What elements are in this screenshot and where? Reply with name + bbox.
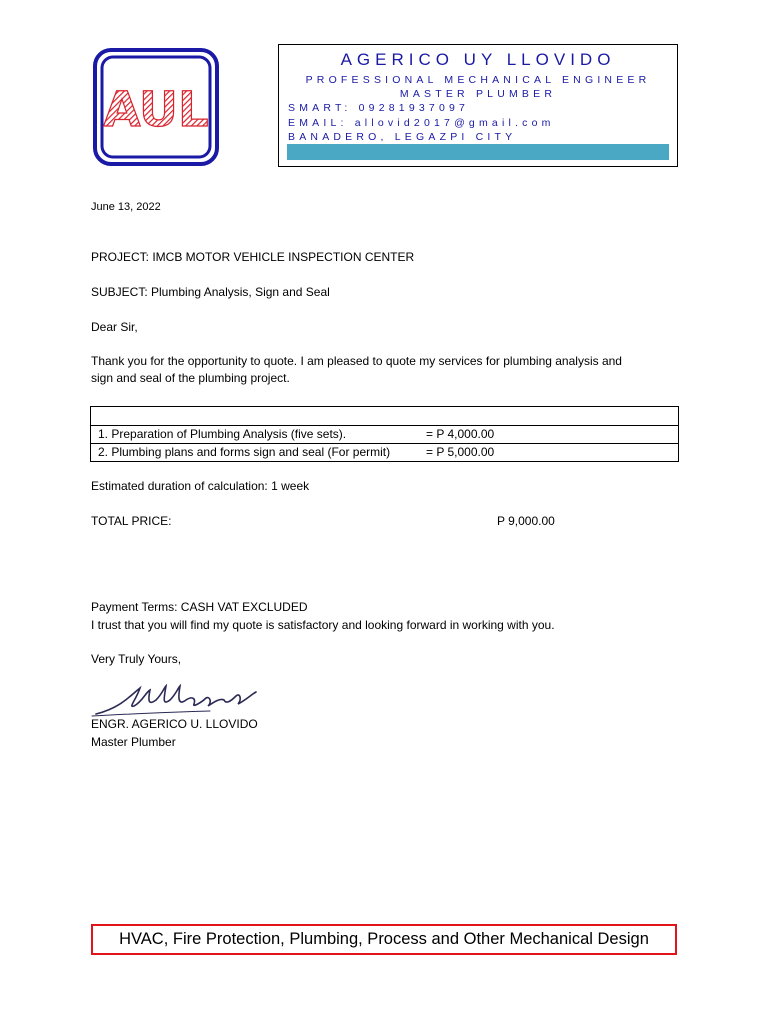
signatory-title: Master Plumber (91, 735, 176, 749)
letterhead-accent-bar (287, 144, 669, 160)
handwritten-signature (90, 678, 260, 720)
table-row (91, 425, 678, 443)
total-price-label: TOTAL PRICE: (91, 514, 172, 528)
intro-paragraph-line-1: Thank you for the opportunity to quote. I am pleased to quote my services for plumbing analysis and (91, 354, 622, 368)
quote-table (90, 406, 679, 462)
intro-paragraph-line-2: sign and seal of the plumbing project. (91, 371, 290, 385)
services-tagline: HVAC, Fire Protection, Plumbing, Process and Other Mechanical Design (91, 924, 677, 955)
payment-terms: Payment Terms: CASH VAT EXCLUDED (91, 600, 308, 614)
duration-line: Estimated duration of calculation: 1 week (91, 479, 310, 493)
sign-off: Very Truly Yours, (91, 652, 182, 666)
closing-line: I trust that you will find my quote is satisfactory and looking forward in working with you. (91, 618, 555, 632)
table-row (91, 443, 678, 461)
item-description: 2. Plumbing plans and forms sign and seal (For permit) (98, 445, 391, 459)
letter-date: June 13, 2022 (91, 201, 161, 213)
item-amount: = P 4,000.00 (426, 427, 495, 441)
item-description: 1. Preparation of Plumbing Analysis (five sets). (98, 427, 347, 441)
letterhead-box (278, 44, 678, 167)
subject-line: SUBJECT: Plumbing Analysis, Sign and Seal (91, 285, 330, 299)
phone-number: SMART: 09281937097 (288, 102, 470, 114)
salutation: Dear Sir, (91, 320, 138, 334)
table-header-row (91, 407, 678, 425)
company-logo (93, 48, 219, 166)
email-address: EMAIL: allovid2017@gmail.com (288, 117, 555, 129)
plumber-title: MASTER PLUMBER (399, 88, 557, 100)
profession-title: PROFESSIONAL MECHANICAL ENGINEER (305, 74, 651, 86)
project-line: PROJECT: IMCB MOTOR VEHICLE INSPECTION CENTER (91, 250, 415, 264)
signatory-name: ENGR. AGERICO U. LLOVIDO (91, 717, 258, 731)
engineer-name: AGERICO UY LLOVIDO (340, 50, 616, 69)
total-price-value: P 9,000.00 (497, 514, 555, 528)
item-amount: = P 5,000.00 (426, 445, 495, 459)
street-address: BANADERO, LEGAZPI CITY (288, 131, 517, 143)
logo-text: AUL (103, 82, 209, 138)
